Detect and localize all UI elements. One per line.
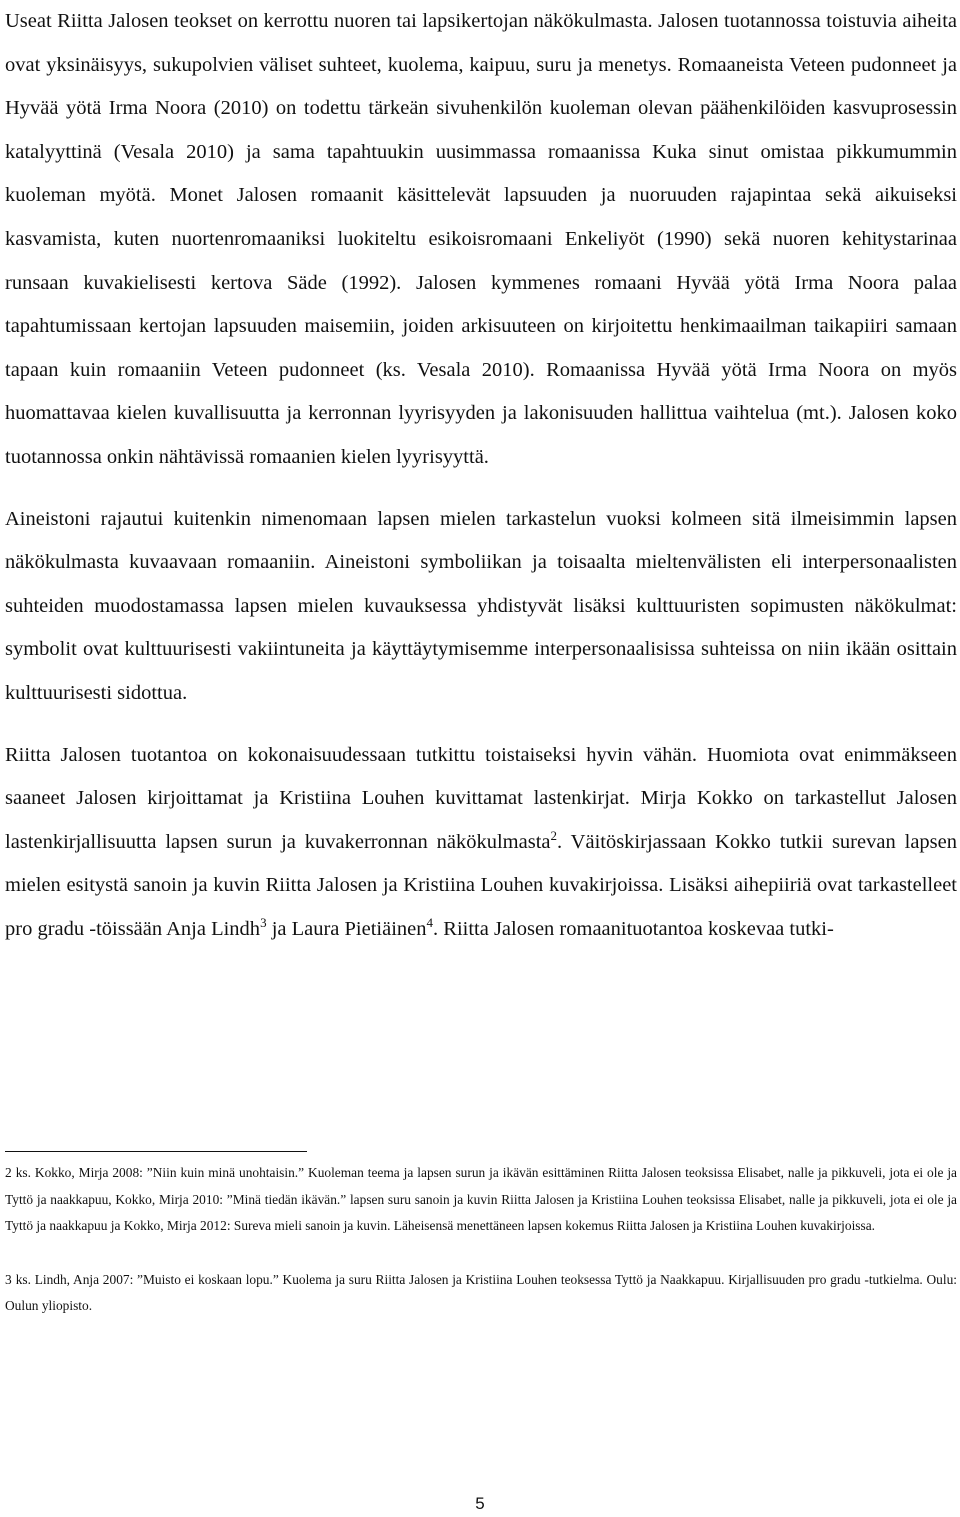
paragraph-3-text-4: . Riitta Jalosen romaanituotantoa koskevaa tutki- [433, 917, 834, 940]
footnote-number: 3 [5, 1271, 12, 1287]
footnote-text: ks. Lindh, Anja 2007: ”Muisto ei koskaan lopu.” Kuolema ja suru Riitta Jalosen ja Kristiina Louhen teoksessa Tyttö ja Naakkapuu. Kirjallisuuden pro gradu -tutkielma. Oulu: Oulun yliopisto. [5, 1271, 957, 1313]
paragraph-1: Useat Riitta Jalosen teokset on kerrottu nuoren tai lapsikertojan näkökulmasta. Jalosen tuotannossa toistuvia aiheita ovat yksinäisyys, sukupolvien väliset suhteet, kuolema, kaipuu, suru ja menetys. Romaaneista Veteen pudonneet ja Hyvää yötä Irma Noora (2010) on todettu tärkeän sivuhenkilön kuoleman olevan päähenkilöiden kasvuprosessin katalyyttinä (Vesala 2010) ja sama tapahtuukin uusimmassa romaanissa Kuka sinut omistaa pikkumummin kuoleman myötä. Monet Jalosen romaanit käsittelevät lapsuuden ja nuoruuden rajapintaa sekä aikuiseksi kasvamista, kuten nuortenromaaniksi luokiteltu esikoisromaani Enkeliyöt (1990) sekä nuoren kehitystarinaa runsaan kuvakielisesti kertova Säde (1992). Jalosen kymmenes romaani Hyvää yötä Irma Noora palaa tapahtumissaan kertojan lapsuuden maisemiin, joiden arkisuuteen on kirjoitettu henkimaailman taikapiiri samaan tapaan kuin romaaniin Veteen pudonneet (ks. Vesala 2010). Romaanissa Hyvää yötä Irma Noora on myös huomattavaa kielen kuvallisuutta ja kerronnan lyyrisyyden ja lakonisuuden hallittua vaihtelua (mt.). Jalosen koko tuotannossa onkin nähtävissä romaanien kielen lyyrisyyttä. [5, 10, 957, 468]
footnote-2 [5, 1160, 957, 1240]
paragraph-3-text-1: Riitta Jalosen tuotantoa on kokonaisuudessaan tutkittu toistaiseksi hyvin vähän. Huomiota ovat enimmäkseen saaneet Jalosen kirjoittamat ja Kristiina Louhen kuvittamat lastenkirjat. Mirja Kokko on tarkastellut Jalosen lastenkirjallisuutta lapsen surun ja kuvakerronnan näkökulmasta [5, 743, 957, 853]
footnote-ref-2: 2 [550, 827, 557, 843]
page-number: 5 [475, 1494, 485, 1513]
paragraph-3-text-2: . Väitöskirjassaan Kokko tutkii surevan lapsen mielen esitystä sanoin ja kuvin Riitta Jalosen ja Kristiina Louhen kuvakirjoissa. Lisäksi aihepiiriä ovat tarkastelleet pro gradu -töissään Anja Lindh [5, 830, 957, 940]
footnote-ref-3: 3 [260, 915, 267, 931]
footnotes [5, 1160, 957, 1320]
page-body [5, 0, 957, 951]
paragraph-3-text-3: ja Laura Pietiäinen [266, 917, 427, 940]
footnote-3 [5, 1267, 957, 1320]
footnote-text: ks. Kokko, Mirja 2008: ”Niin kuin minä unohtaisin.” Kuoleman teema ja lapsen surun ja ikävän esittäminen Riitta Jalosen teoksissa Elisabet, nalle ja pikkuveli, jota ei ole ja Tyttö ja naakkapuu, Kokko, Mirja 2010: ”Minä tiedän ikävän.” lapsen suru sanoin ja kuvin Riitta Jalosen ja Kristiina Louhen teoksissa Elisabet, nalle ja pikkuveli, jota ei ole ja Tyttö ja naakkapuu ja Kokko, Mirja 2012: Sureva mieli sanoin ja kuvin. Läheisensä menettäneen lapsen kokemus Riitta Jalosen ja Kristiina Louhen kuvakirjoissa. [5, 1165, 957, 1233]
footnote-ref-4: 4 [426, 915, 434, 931]
paragraph-3 [5, 734, 957, 952]
footnote-separator [5, 1151, 307, 1152]
footnote-number: 2 [5, 1165, 12, 1180]
paragraph-2: Aineistoni rajautui kuitenkin nimenomaan lapsen mielen tarkastelun vuoksi kolmeen sitä ilmeisimmin lapsen näkökulmasta kuvaavaan romaaniin. Aineistoni symboliikan ja toisaalta mieltenvälisten eli interpersonaalisten suhteiden muodostamassa lapsen mielen kuvauksessa yhdistyvät lisäksi kulttuuristen sopimusten näkökulmat: symbolit ovat kulttuurisesti vakiintuneita ja käyttäytymisemme interpersonaalisissa suhteissa on niin ikään osittain kulttuurisesti sidottua. [5, 507, 957, 704]
